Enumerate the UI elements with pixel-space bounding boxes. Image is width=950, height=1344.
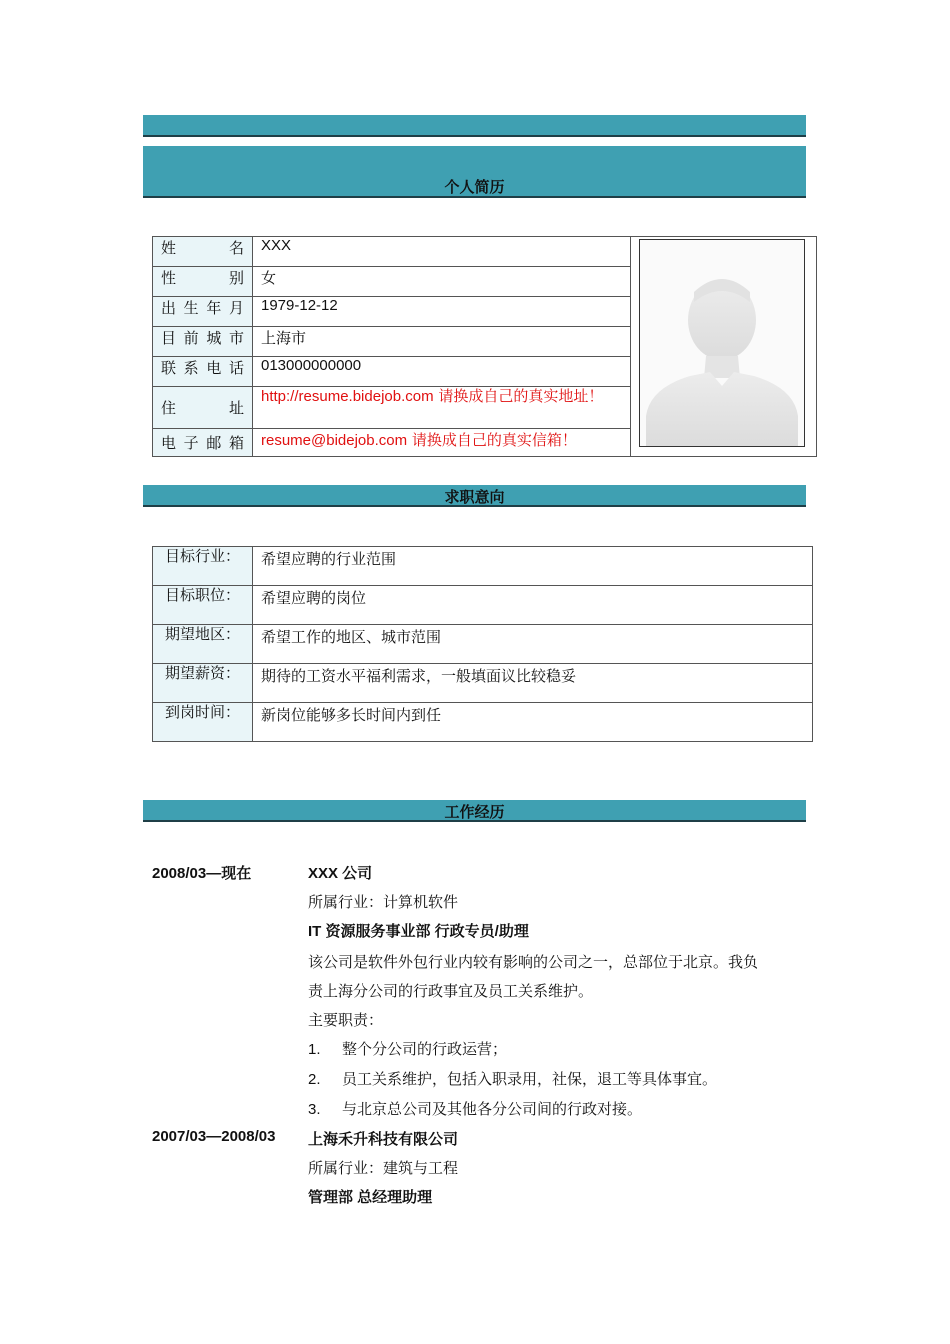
duty-number: 3.	[308, 1101, 321, 1118]
job-company: 上海禾升科技有限公司	[308, 1131, 459, 1148]
job-date: 2008/03—现在	[152, 865, 252, 882]
label-address: 住址	[153, 387, 253, 429]
address-link[interactable]: http://resume.bidejob.com	[261, 388, 434, 405]
job-description-line: 该公司是软件外包行业内较有影响的公司之一，总部位于北京。我负	[308, 953, 759, 971]
personal-info-table	[152, 236, 817, 457]
value-name: XXX	[253, 237, 631, 267]
label-birth: 出生年月	[153, 297, 253, 327]
duty-text: 员工关系维护，包括入职录用，社保，退工等具体事宜。	[342, 1070, 718, 1088]
value-start-time: 新岗位能够多长时间内到任	[253, 703, 813, 742]
photo-cell	[631, 237, 817, 457]
duty-text: 与北京总公司及其他各分公司间的行政对接。	[342, 1100, 643, 1118]
label-name: 姓名	[153, 237, 253, 267]
value-birth: 1979-12-12	[253, 297, 631, 327]
label-gender: 性别	[153, 267, 253, 297]
job-position: 管理部 总经理助理	[308, 1189, 433, 1206]
duty-text: 整个分公司的行政运营；	[342, 1040, 508, 1058]
value-address	[253, 387, 631, 429]
duty-number: 1.	[308, 1041, 321, 1058]
value-target-position: 希望应聘的岗位	[253, 586, 813, 625]
photo-frame	[639, 239, 805, 447]
work-title: 工作经历	[444, 803, 505, 821]
work-header-bar	[143, 800, 806, 822]
value-target-region: 希望工作的地区、城市范围	[253, 625, 813, 664]
address-note: 请换成自己的真实地址！	[433, 387, 604, 405]
label-target-industry: 目标行业：	[153, 547, 253, 586]
table-row	[153, 237, 817, 267]
job-description-line: 责上海分公司的行政事宜及员工关系维护。	[308, 982, 594, 1000]
duties-title: 主要职责：	[308, 1011, 384, 1029]
email-note: 请换成自己的真实信箱！	[407, 431, 577, 449]
label-city: 目前城市	[153, 327, 253, 357]
intent-header-bar	[143, 485, 806, 507]
intent-title: 求职意向	[444, 488, 505, 506]
label-start-time: 到岗时间：	[153, 703, 253, 742]
duty-number: 2.	[308, 1071, 321, 1088]
table-row	[153, 586, 813, 625]
resume-header-bar	[143, 146, 806, 198]
person-silhouette-icon	[640, 240, 804, 446]
table-row	[153, 703, 813, 742]
label-target-salary: 期望薪资：	[153, 664, 253, 703]
table-row	[153, 625, 813, 664]
resume-title: 个人简历	[444, 178, 505, 196]
value-email	[253, 429, 631, 457]
job-date: 2007/03—2008/03	[152, 1128, 276, 1145]
label-target-position: 目标职位：	[153, 586, 253, 625]
label-phone: 联系电话	[153, 357, 253, 387]
value-city: 上海市	[253, 327, 631, 357]
job-position: IT 资源服务事业部 行政专员/助理	[308, 923, 529, 940]
duty-item	[308, 1098, 642, 1119]
duty-item	[308, 1038, 507, 1059]
value-gender: 女	[253, 267, 631, 297]
email-link[interactable]: resume@bidejob.com	[261, 432, 408, 449]
label-target-region: 期望地区：	[153, 625, 253, 664]
duty-item	[308, 1068, 717, 1089]
top-divider-bar	[143, 115, 806, 137]
value-target-salary: 期待的工资水平福利需求，一般填面议比较稳妥	[253, 664, 813, 703]
table-row	[153, 664, 813, 703]
value-target-industry: 希望应聘的行业范围	[253, 547, 813, 586]
label-email: 电子邮箱	[153, 429, 253, 457]
job-industry: 所属行业：计算机软件	[308, 893, 459, 911]
job-company: XXX 公司	[308, 865, 373, 882]
value-phone: 013000000000	[253, 357, 631, 387]
job-industry: 所属行业：建筑与工程	[308, 1159, 459, 1177]
intent-table	[152, 546, 813, 742]
table-row	[153, 547, 813, 586]
